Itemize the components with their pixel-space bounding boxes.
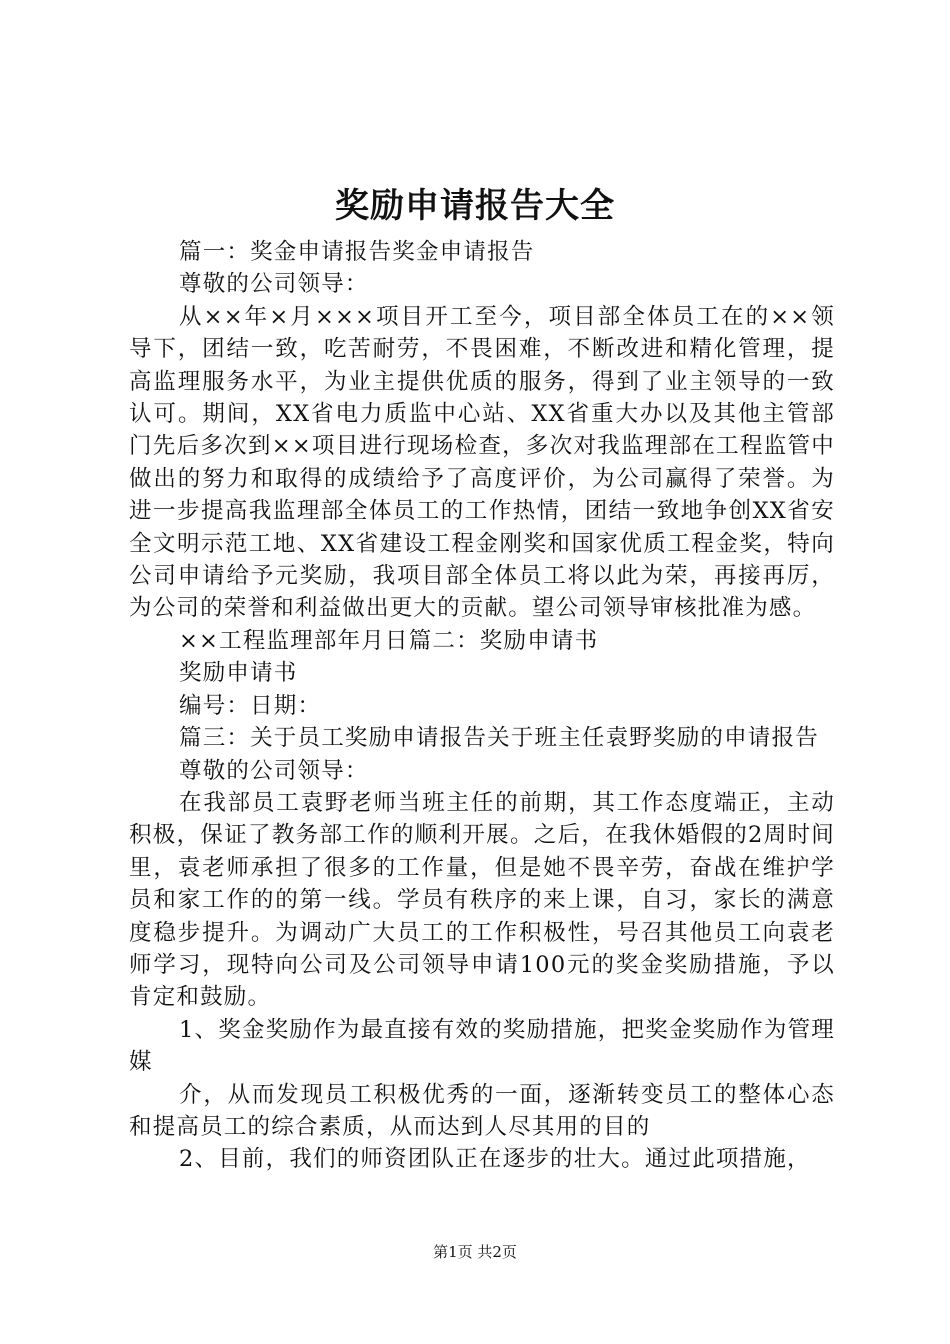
paragraph-employee-report: 在我部员工袁野老师当班主任的前期，其工作态度端正，主动积极，保证了教务部工作的顺利开展。之后，在我休婚假的2周时间里，袁老师承担了很多的工作量，但是她不畏辛劳，奋战在维护学员和家工作的的第一线。学员有秩序的来上课，自习，家长的满意度稳步提升。为调动广大员工的工作积极性，号召其他员工向袁老师学习，现特向公司及公司领导申请100元的奖金奖励措施，予以肯定和鼓励。 (129, 789, 835, 1011)
paragraph-request-body: 从××年×月×××项目开工至今，项目部全体员工在的××领导下，团结一致，吃苦耐劳，不畏困难，不断改进和精化管理，提高监理服务水平，为业主提供优质的服务，得到了业主领导的一致认可。期间，XX省电力质监中心站、XX省重大办以及其他主管部门先后多次到××项目进行现场检查，多次对我监理部在工程监管中做出的努力和取得的成绩给予了高度评价，为公司赢得了荣誉。为进一步提高我监理部全体员工的工作热情，团结一致地争创XX省安全文明示范工地、XX省建设工程金刚奖和国家优质工程金奖，特向公司申请给予元奖励，我项目部全体员工将以此为荣，再接再厉，为公司的荣誉和利益做出更大的贡献。望公司领导审核批准为感。 (129, 303, 835, 622)
page-footer: 第1页 共2页 (433, 1243, 517, 1261)
paragraph-signature-section-two: ××工程监理部年月日篇二：奖励申请书 (179, 627, 599, 654)
paragraph-salutation: 尊敬的公司领导： (179, 271, 369, 298)
paragraph-section-three-heading: 篇三：关于员工奖励申请报告关于班主任袁野奖励的申请报告 (179, 725, 819, 752)
document-body (129, 236, 835, 1176)
paragraph-point-one-continued: 介，从而发现员工积极优秀的一面，逐渐转变员工的整体心态和提高员工的综合素质，从而达到人尽其用的目的 (129, 1081, 835, 1140)
paragraph-point-one: 1、奖金奖励作为最直接有效的奖励措施，把奖金奖励作为管理媒 (129, 1016, 835, 1076)
paragraph-application-title: 奖励申请书 (179, 660, 298, 687)
paragraph-number-date: 编号：日期： (179, 692, 322, 719)
paragraph-salutation-two: 尊敬的公司领导： (179, 757, 369, 784)
paragraph-point-two: 2、目前，我们的师资团队正在逐步的壮大。通过此项措施， (179, 1146, 811, 1173)
document-title: 奖励申请报告大全 (335, 186, 615, 226)
paragraph-section-one-heading: 篇一：奖金申请报告奖金申请报告 (179, 239, 535, 265)
